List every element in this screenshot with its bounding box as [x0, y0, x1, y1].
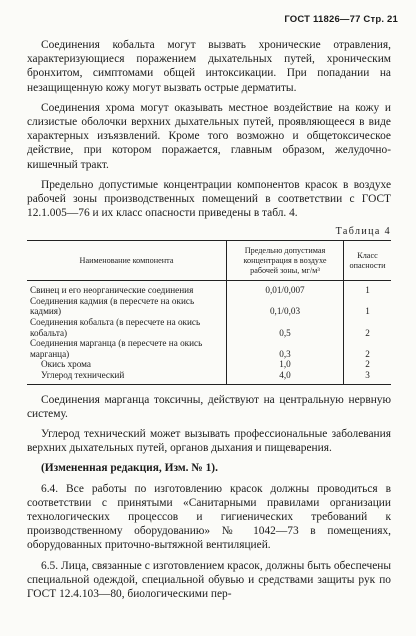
row-component: Углерод технический: [27, 370, 227, 384]
page-header: ГОСТ 11826—77 Стр. 21: [284, 14, 398, 25]
paragraph-6-4: 6.4. Все работы по изготовлению красок должны проводиться в соответствии с принятыми «Санитарными правилами организации технологических процессов и гигиенических требований к производственному оборудованию» № 1042—73 в помещениях, оборудованных приточно-вытяжной вентиляцией.: [27, 482, 391, 552]
table-row: [27, 359, 391, 370]
header-component: Наименование компонента: [27, 241, 227, 281]
paragraph-manganese: Соединения марганца токсичны, действуют на центральную нервную систему.: [27, 393, 391, 420]
row-component: Соединения кадмия (в пересчете на окись кадмия): [30, 295, 195, 317]
row-component: Соединения марганца (в пересчете на окись марганца): [30, 338, 203, 359]
paragraph-chromium: Соединения хрома могут оказывать местное воздействие на кожу и слизистые оболочки верхних дыхательных путей, проявляющееся в виде характерных изъязвлений. Кроме того возможно и общетоксическое действие, при котором поражается, главным образом, желудочно-кишечный тракт.: [27, 101, 391, 171]
row-concentration: 0,5: [227, 317, 344, 338]
document-body: [27, 38, 391, 607]
row-hazard-class: 2: [344, 359, 392, 370]
row-concentration: 0,3: [227, 338, 344, 359]
paragraph-carbon: Углерод технический может вызывать профессиональные заболевания верхних дыхательных путей, органов дыхания и пищеварения.: [27, 427, 391, 455]
row-hazard-class: 1: [344, 296, 392, 317]
row-concentration: 0,01/0,007: [227, 281, 344, 296]
row-hazard-class: 2: [344, 317, 392, 338]
table-row: [27, 338, 391, 359]
row-concentration: 0,1/0,03: [227, 296, 344, 317]
paragraph-limits: Предельно допустимые концентрации компонентов красок в воздухе рабочей зоны производственных помещений в соответствии с ГОСТ 12.1.005—76 и их класс опасности приведены в табл. 4.: [27, 178, 391, 220]
row-hazard-class: 2: [344, 338, 392, 359]
table-row: [27, 370, 391, 384]
row-component: Свинец и его неорганические соединения: [30, 285, 194, 296]
table-row: [27, 281, 391, 296]
row-concentration: 4,0: [227, 370, 344, 384]
table-row: [27, 296, 391, 317]
header-hazard-class: Класс опасности: [344, 241, 392, 281]
hazard-table: [27, 240, 391, 384]
amendment-note: (Измененная редакция, Изм. № 1).: [41, 462, 218, 475]
header-concentration: Предельно допустимая концентрация в воздухе рабочей зоны, мг/м³: [227, 241, 344, 281]
paragraph-6-5: 6.5. Лица, связанные с изготовлением красок, должны быть обеспечены специальной одеждой, специальной обувью и средствами защиты рук по ГОСТ 12.4.103—80, биологическими пер-: [27, 559, 391, 600]
paragraph-cobalt: Соединения кобальта могут вызвать хронические отравления, характеризующиеся поражением дыхательных путей, хроническим бронхитом, симптомами общей интоксикации. При попадании на незащищенную кожу могут вызвать острые дерматиты.: [27, 39, 391, 94]
row-hazard-class: 1: [344, 281, 392, 296]
row-component: Окись хрома: [41, 359, 92, 370]
row-hazard-class: 3: [344, 370, 392, 384]
row-component: Соединения кобальта (в пересчете на окись кобальта): [30, 317, 201, 338]
table-caption: Таблица 4: [335, 226, 391, 238]
table-header-row: [27, 241, 391, 281]
table-row: [27, 317, 391, 338]
row-concentration: 1,0: [227, 359, 344, 370]
